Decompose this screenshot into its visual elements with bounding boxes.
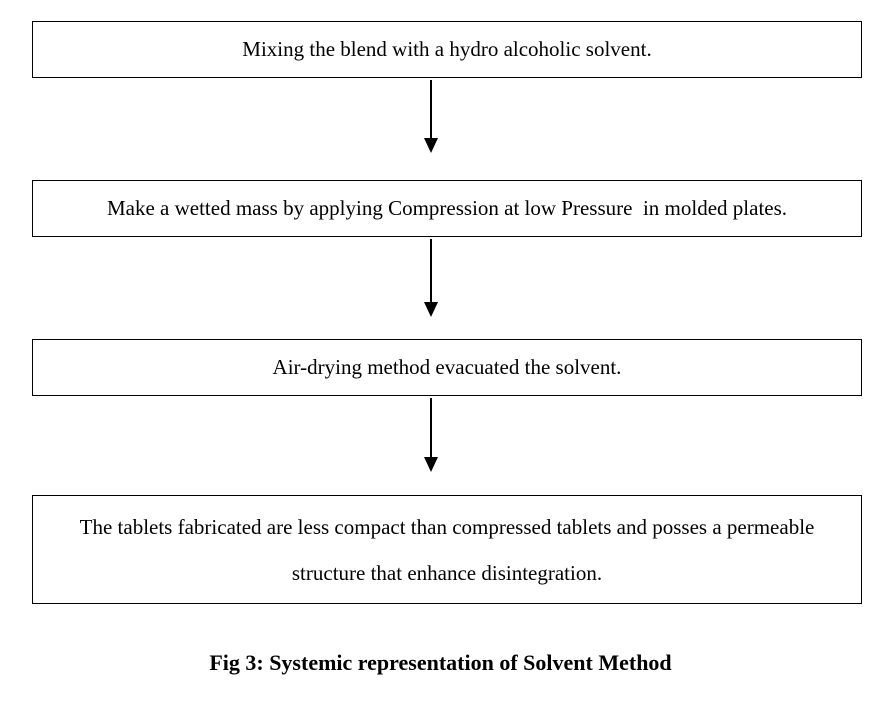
arrow-down-icon — [421, 239, 441, 319]
step-box-2 — [32, 180, 862, 237]
figure-caption: Fig 3: Systemic representation of Solvent Method — [209, 650, 672, 675]
step-text-4: The tablets fabricated are less compact than compressed tablets and posses a permeable structure that enhance disintegration. — [79, 514, 815, 585]
step-text-3: Air-drying method evacuated the solvent. — [272, 355, 622, 379]
step-box-3 — [32, 339, 862, 396]
step-box-1 — [32, 21, 862, 78]
step-text-2: Make a wetted mass by applying Compression at low Pressure in molded plates. — [106, 196, 788, 220]
arrow-down-icon — [421, 398, 441, 474]
arrow-down-icon — [421, 80, 441, 154]
step-box-4 — [32, 495, 862, 604]
step-text-1: Mixing the blend with a hydro alcoholic solvent. — [242, 37, 652, 61]
